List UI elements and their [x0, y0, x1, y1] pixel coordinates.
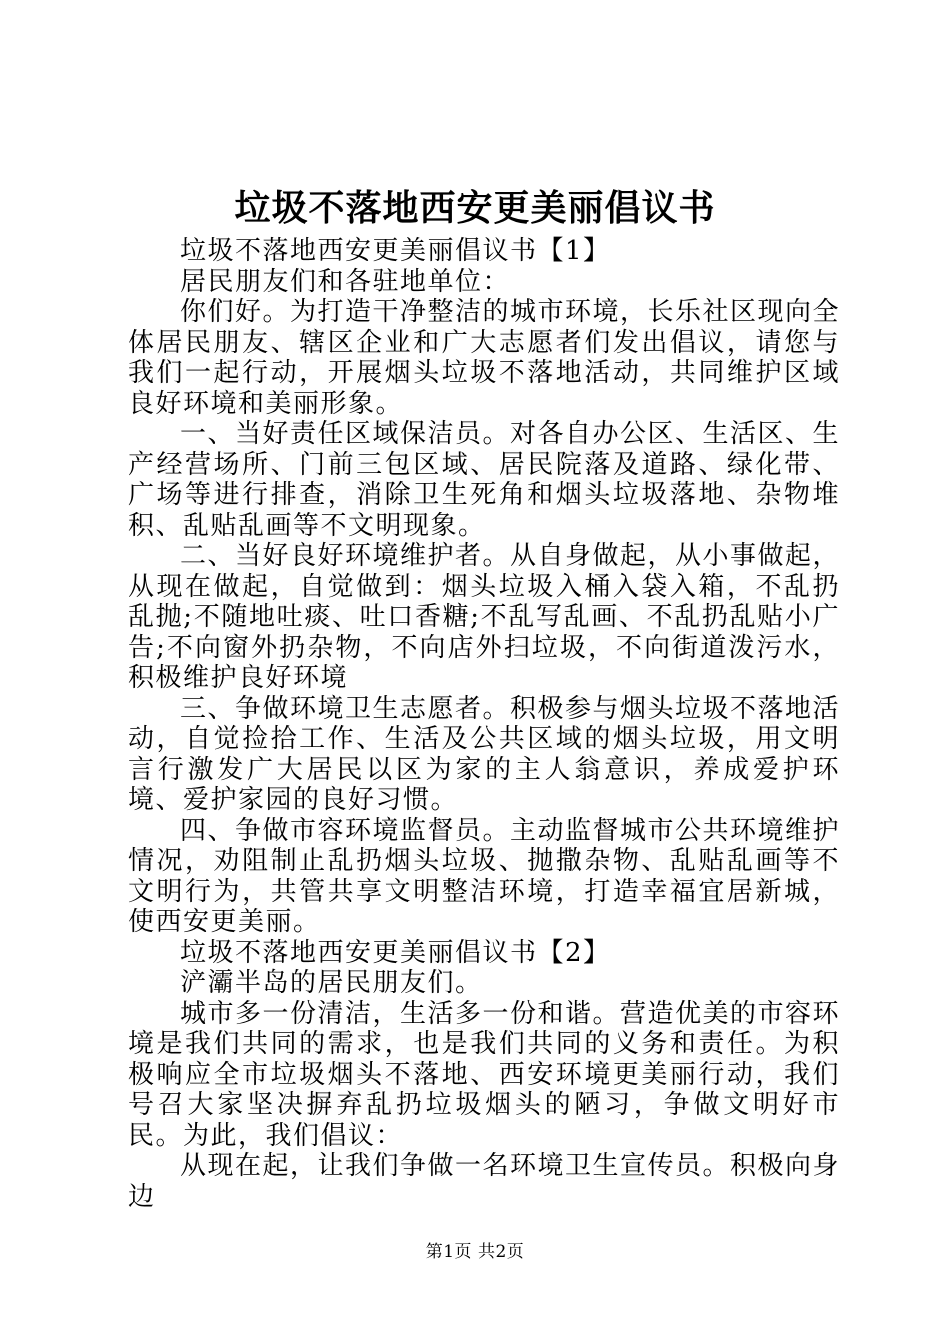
section-heading-2: 垃圾不落地西安更美丽倡议书【2】 [180, 937, 611, 968]
paragraph: 四、争做市容环境监督员。主动监督城市公共环境维护情况，劝阻制止乱扔烟头垃圾、抛撒杂物、乱贴乱画等不文明行为，共管共享文明整洁环境，打造幸福宜居新城，使西安更美丽。 [128, 815, 841, 937]
paragraph: 从现在起，让我们争做一名环境卫生宣传员。积极向身边 [128, 1151, 841, 1212]
document-body [128, 236, 840, 1212]
salutation-1: 居民朋友们和各驻地单位： [180, 266, 511, 297]
section-heading-1: 垃圾不落地西安更美丽倡议书【1】 [180, 236, 611, 266]
paragraph: 城市多一份清洁，生活多一份和谐。营造优美的市容环境是我们共同的需求，也是我们共同的义务和责任。为积极响应全市垃圾烟头不落地、西安环境更美丽行动，我们号召大家坚决摒弃乱扔垃圾烟头的陋习，争做文明好市民。为此，我们倡议： [128, 998, 841, 1151]
page-footer: 第1页 共2页 [425, 1242, 525, 1262]
paragraph: 二、当好良好环境维护者。从自身做起，从小事做起，从现在做起，自觉做到：烟头垃圾入桶入袋入箱，不乱扔乱抛;不随地吐痰、吐口香糖;不乱写乱画、不乱扔乱贴小广告;不向窗外扔杂物，不向店外扫垃圾，不向街道泼污水，积极维护良好环境 [128, 541, 841, 693]
paragraph: 三、争做环境卫生志愿者。积极参与烟头垃圾不落地活动，自觉捡拾工作、生活及公共区域的烟头垃圾，用文明言行激发广大居民以区为家的主人翁意识，养成爱护环境、爱护家园的良好习惯。 [128, 693, 841, 815]
paragraph: 你们好。为打造干净整洁的城市环境，长乐社区现向全体居民朋友、辖区企业和广大志愿者们发出倡议，请您与我们一起行动，开展烟头垃圾不落地活动，共同维护区域良好环境和美丽形象。 [128, 297, 841, 419]
salutation-2: 浐灞半岛的居民朋友们。 [180, 968, 483, 998]
document-title: 垃圾不落地西安更美丽倡议书 [234, 187, 716, 229]
paragraph: 一、当好责任区域保洁员。对各自办公区、生活区、生产经营场所、门前三包区域、居民院落及道路、绿化带、广场等进行排查，消除卫生死角和烟头垃圾落地、杂物堆积、乱贴乱画等不文明现象。 [128, 419, 841, 541]
